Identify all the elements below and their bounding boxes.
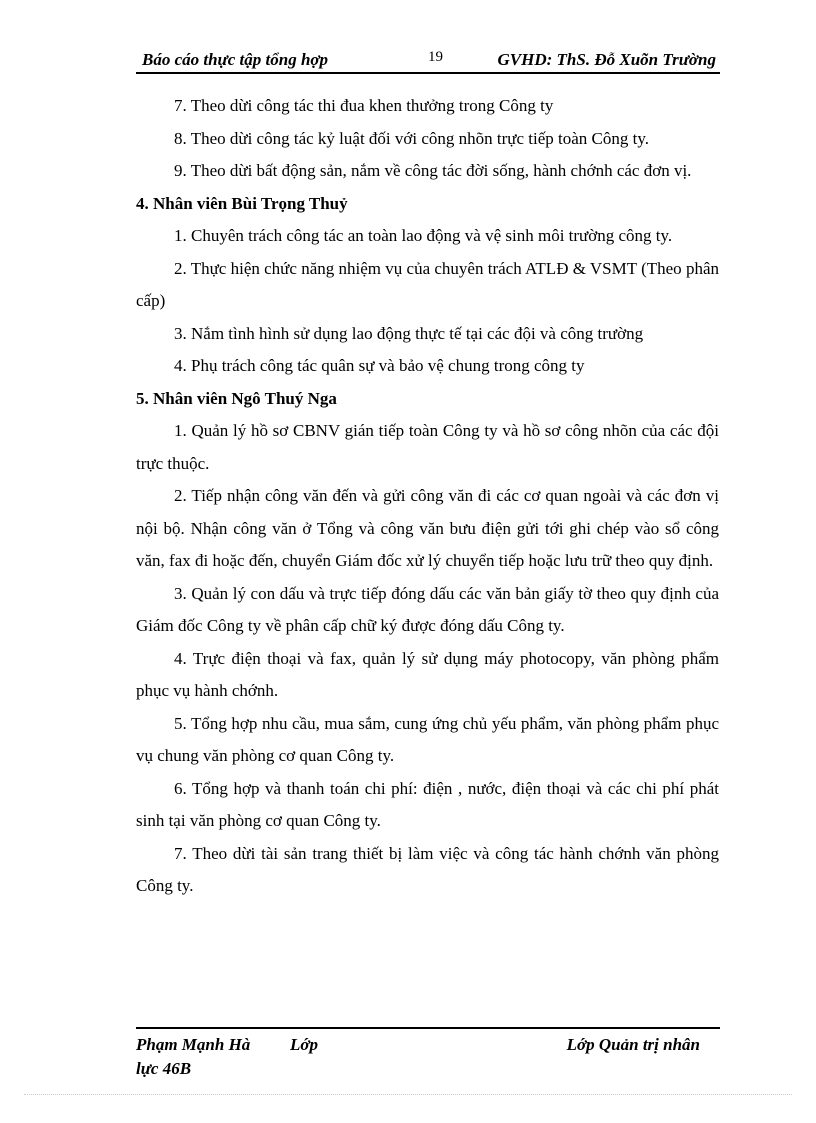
paragraph: 3. Nắm tình hình sử dụng lao động thực tế tại các đội và công trường bbox=[174, 323, 644, 343]
section-heading: 4. Nhân viên Bùi Trọng Thuỷ bbox=[136, 193, 348, 213]
paragraph: 8. Theo dừi công tác kỷ luật đối với công nhõn trực tiếp toàn Công ty. bbox=[174, 128, 650, 148]
footer-class-name-cont: lực 46B bbox=[136, 1059, 192, 1078]
paragraph: 5. Tổng hợp nhu cầu, mua sắm, cung ứng chủ yếu phẩm, văn phòng phẩm phục vụ chung văn phòng cơ quan Công ty. bbox=[136, 713, 719, 765]
footer-author: Phạm Mạnh Hà bbox=[136, 1035, 251, 1054]
paragraph: 2. Tiếp nhận công văn đến và gửi công văn đi các cơ quan ngoài và các đơn vị nội bộ. Nhận công văn ở Tổng và công văn bưu điện gửi tới ghi chép vào sổ công văn, fax đi hoặc đến, chuyển Giám đốc xử lý chuyển tiếp hoặc lưu trữ theo quy định. bbox=[136, 486, 719, 570]
footer-class-label: Lớp bbox=[290, 1035, 319, 1054]
paragraph: 4. Phụ trách công tác quân sự và bảo vệ chung trong công ty bbox=[174, 356, 585, 375]
section-heading: 5. Nhân viên Ngô Thuý Nga bbox=[136, 388, 337, 408]
paragraph: 1. Chuyên trách công tác an toàn lao động và vệ sinh môi trường công ty. bbox=[174, 226, 673, 245]
page-number: 19 bbox=[428, 49, 443, 65]
footer-class-name: Lớp Quản trị nhân bbox=[566, 1035, 700, 1054]
header-report-title: Báo cáo thực tập tổng hợp bbox=[142, 50, 329, 69]
page-header bbox=[136, 48, 720, 74]
document-body bbox=[136, 90, 719, 903]
page-footer bbox=[136, 1033, 720, 1083]
paragraph: 9. Theo dừi bất động sản, nắm về công tác đời sống, hành chớnh các đơn vị. bbox=[174, 161, 692, 180]
paragraph: 7. Theo dừi tài sản trang thiết bị làm việc và công tác hành chớnh văn phòng Công ty. bbox=[136, 843, 719, 895]
page-edge-dotted-line bbox=[24, 1094, 792, 1095]
paragraph: 2. Thực hiện chức năng nhiệm vụ của chuyên trách ATLĐ & VSMT (Theo phân cấp) bbox=[136, 258, 719, 310]
header-supervisor: GVHD: ThS. Đỗ Xuõn Trường bbox=[497, 50, 716, 69]
paragraph: 1. Quản lý hồ sơ CBNV gián tiếp toàn Công ty và hồ sơ công nhõn của các đội trực thuộc. bbox=[136, 421, 719, 473]
footer-divider bbox=[136, 1027, 720, 1029]
paragraph: 4. Trực điện thoại và fax, quản lý sử dụng máy photocopy, văn phòng phẩm phục vụ hành chớnh. bbox=[136, 648, 719, 700]
paragraph: 3. Quản lý con dấu và trực tiếp đóng dấu các văn bản giấy tờ theo quy định của Giám đốc Công ty về phân cấp chữ ký được đóng dấu Công ty. bbox=[136, 583, 719, 635]
paragraph: 6. Tổng hợp và thanh toán chi phí: điện , nước, điện thoại và các chi phí phát sinh tại văn phòng cơ quan Công ty. bbox=[136, 778, 719, 830]
paragraph: 7. Theo dừi công tác thi đua khen thưởng trong Công ty bbox=[174, 96, 554, 115]
